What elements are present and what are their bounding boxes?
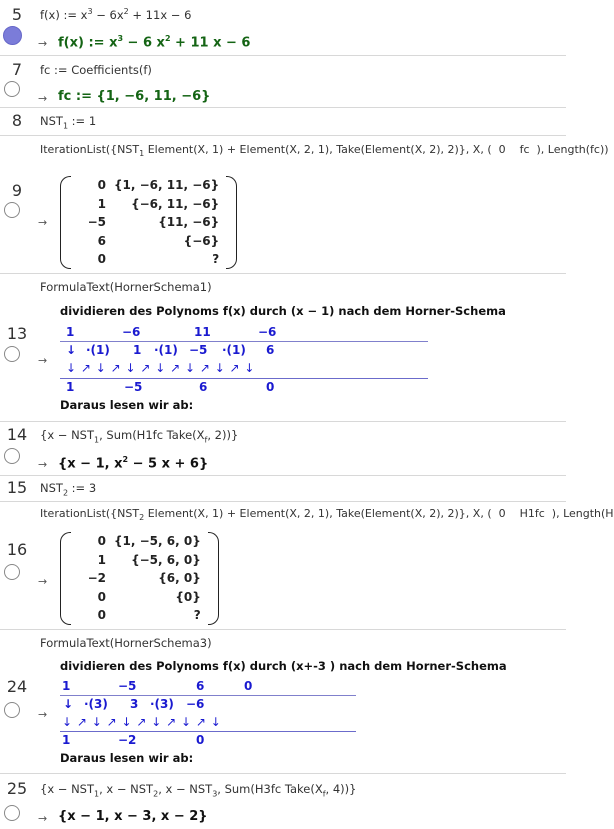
output-value: fc := {1, −6, 11, −6} bbox=[58, 89, 211, 104]
matrix-cell: {1, −6, 11, −6} bbox=[114, 178, 220, 193]
output-arrow-icon: → bbox=[38, 216, 48, 229]
horner-mid-cell: −5 bbox=[189, 343, 208, 357]
matrix-cell: {1, −5, 6, 0} bbox=[114, 534, 201, 549]
horner-top-cell: −6 bbox=[122, 325, 141, 339]
horner-top-cell: 11 bbox=[194, 325, 211, 339]
row-8[interactable] bbox=[0, 108, 566, 136]
row-15[interactable] bbox=[0, 476, 566, 502]
row-24[interactable] bbox=[0, 630, 566, 774]
horner-bottom-cell: −5 bbox=[124, 380, 143, 394]
matrix-cell: ? bbox=[193, 608, 201, 623]
visibility-toggle[interactable] bbox=[4, 448, 20, 464]
row-16[interactable] bbox=[0, 502, 614, 630]
input-field[interactable]: {$x - NST_1$, $x - NST_2$, $x - NST_3$, Sum(H3fc $Take(X_f$, 4))} bbox=[40, 782, 357, 799]
output-arrow-icon: → bbox=[38, 458, 48, 471]
visibility-toggle[interactable] bbox=[4, 81, 20, 97]
matrix-cell: 0 bbox=[97, 534, 106, 549]
horner-bottom-cell: 6 bbox=[199, 380, 208, 394]
matrix-cell: −2 bbox=[87, 571, 106, 586]
horner-divider bbox=[60, 731, 356, 732]
horner-mid-cell: −6 bbox=[186, 697, 205, 711]
row-number: 13 bbox=[6, 324, 28, 343]
row-number: 9 bbox=[11, 181, 23, 200]
input-field[interactable]: {$x - NST_1$, Sum(H1fc $Take(X_f$, 2))} bbox=[40, 428, 239, 445]
row-5[interactable] bbox=[0, 0, 566, 56]
visibility-toggle[interactable] bbox=[3, 26, 22, 45]
input-field[interactable]: fc := Coefficients(f) bbox=[40, 63, 152, 77]
visibility-toggle[interactable] bbox=[4, 564, 20, 580]
horner-top-cell: −6 bbox=[258, 325, 277, 339]
matrix-cell: 0 bbox=[97, 178, 106, 193]
horner-mid-cell: 1 bbox=[133, 343, 142, 357]
horner-mid-cell: ·(1) bbox=[222, 343, 246, 357]
horner-mid-cell: ↓ bbox=[66, 343, 77, 357]
output-arrow-icon: → bbox=[38, 708, 48, 721]
horner-mid-cell: ↓ bbox=[63, 697, 74, 711]
row-number: 24 bbox=[6, 677, 28, 696]
row-13[interactable] bbox=[0, 274, 566, 422]
matrix-cell: {6, 0} bbox=[158, 571, 201, 586]
horner-bottom-cell: 1 bbox=[66, 380, 75, 394]
horner-top-cell: −5 bbox=[118, 679, 137, 693]
output-matrix bbox=[60, 532, 219, 625]
matrix-cell: 1 bbox=[97, 552, 106, 567]
horner-mid-cell: ·(3) bbox=[150, 697, 174, 711]
horner-divider bbox=[60, 378, 428, 379]
output-arrow-icon: → bbox=[38, 575, 48, 588]
row-25[interactable] bbox=[0, 774, 566, 829]
output-arrow-icon: → bbox=[38, 354, 48, 367]
matrix-cell: −5 bbox=[87, 215, 106, 230]
horner-top-cell: 0 bbox=[244, 679, 253, 693]
row-number: 8 bbox=[11, 111, 23, 130]
matrix-cell: {0} bbox=[175, 589, 201, 604]
horner-divider bbox=[60, 341, 428, 342]
input-field[interactable]: f(x) := $x^3 - 6x^2 + 11x - 6$ bbox=[40, 7, 192, 22]
horner-footer: Daraus lesen wir ab: bbox=[60, 751, 194, 765]
row-number: 16 bbox=[6, 540, 28, 559]
matrix-cell: {−6} bbox=[183, 233, 220, 248]
horner-bottom-cell: 0 bbox=[266, 380, 275, 394]
horner-arrows: ↓ ↗ ↓ ↗ ↓ ↗ ↓ ↗ ↓ ↗ ↓ bbox=[62, 715, 222, 729]
row-number: 5 bbox=[11, 5, 23, 24]
visibility-toggle[interactable] bbox=[4, 805, 20, 821]
input-field[interactable]: $IterationList(\{NST_1$ Element(X, 1) + Element(X, 2, 1), Take(Element(X, 2), 2)}, X, ( 0 fc ), Length(fc)) bbox=[40, 143, 609, 159]
matrix-cell: 0 bbox=[97, 608, 106, 623]
horner-bottom-cell: 0 bbox=[196, 733, 205, 747]
input-field[interactable]: $NST_2$ := 3 bbox=[40, 481, 97, 498]
row-14[interactable] bbox=[0, 422, 566, 476]
row-number: 25 bbox=[6, 779, 28, 798]
matrix-cell: 0 bbox=[97, 252, 106, 267]
output-arrow-icon: → bbox=[38, 92, 48, 105]
row-7[interactable] bbox=[0, 56, 566, 108]
output-arrow-icon: → bbox=[38, 37, 48, 50]
output-value: {x − 1, x − 3, x − 2} bbox=[58, 809, 208, 824]
visibility-toggle[interactable] bbox=[4, 202, 20, 218]
input-field[interactable]: FormulaText(HornerSchema3) bbox=[40, 636, 212, 650]
horner-mid-cell: ·(3) bbox=[84, 697, 108, 711]
matrix-cell: 0 bbox=[97, 589, 106, 604]
horner-title: dividieren des Polynoms f(x) durch (x − 1) nach dem Horner-Schema bbox=[60, 304, 506, 318]
horner-mid-cell: 3 bbox=[130, 697, 139, 711]
horner-footer: Daraus lesen wir ab: bbox=[60, 398, 194, 412]
horner-top-cell: 6 bbox=[196, 679, 205, 693]
output-arrow-icon: → bbox=[38, 812, 48, 825]
visibility-toggle[interactable] bbox=[4, 702, 20, 718]
horner-divider bbox=[60, 695, 356, 696]
matrix-cell: {−5, 6, 0} bbox=[131, 552, 201, 567]
row-number: 15 bbox=[6, 478, 28, 497]
input-field[interactable]: $IterationList(\{NST_2$ Element(X, 1) + Element(X, 2, 1), Take(Element(X, 2), 2)}, X, ( 0 H1fc ), Length(H bbox=[40, 507, 614, 523]
row-number: 7 bbox=[11, 60, 23, 79]
output-value: {x − 1, $x^2 - 5$ x + 6} bbox=[58, 455, 209, 472]
horner-title: dividieren des Polynoms f(x) durch (x+-3 ) nach dem Horner-Schema bbox=[60, 659, 507, 673]
horner-bottom-cell: 1 bbox=[62, 733, 71, 747]
matrix-cell: {−6, 11, −6} bbox=[131, 196, 220, 211]
horner-top-cell: 1 bbox=[62, 679, 71, 693]
horner-arrows: ↓ ↗ ↓ ↗ ↓ ↗ ↓ ↗ ↓ ↗ ↓ ↗ ↓ bbox=[66, 361, 255, 375]
matrix-cell: ? bbox=[212, 252, 220, 267]
matrix-cell: 6 bbox=[97, 233, 106, 248]
horner-mid-cell: ·(1) bbox=[86, 343, 110, 357]
row-number: 14 bbox=[6, 425, 28, 444]
row-9[interactable] bbox=[0, 136, 609, 274]
horner-top-cell: 1 bbox=[66, 325, 75, 339]
output-matrix bbox=[60, 176, 237, 269]
input-field[interactable]: FormulaText(HornerSchema1) bbox=[40, 280, 212, 294]
horner-mid-cell: 6 bbox=[266, 343, 275, 357]
horner-bottom-cell: −2 bbox=[118, 733, 137, 747]
visibility-toggle[interactable] bbox=[4, 346, 20, 362]
output-value: f(x) := $x^3 - 6$ $x^2 + 11$ x − 6 bbox=[58, 34, 251, 51]
input-field[interactable]: $NST_1$ := 1 bbox=[40, 114, 97, 131]
matrix-cell: 1 bbox=[97, 196, 106, 211]
horner-mid-cell: ·(1) bbox=[154, 343, 178, 357]
matrix-cell: {11, −6} bbox=[158, 215, 220, 230]
